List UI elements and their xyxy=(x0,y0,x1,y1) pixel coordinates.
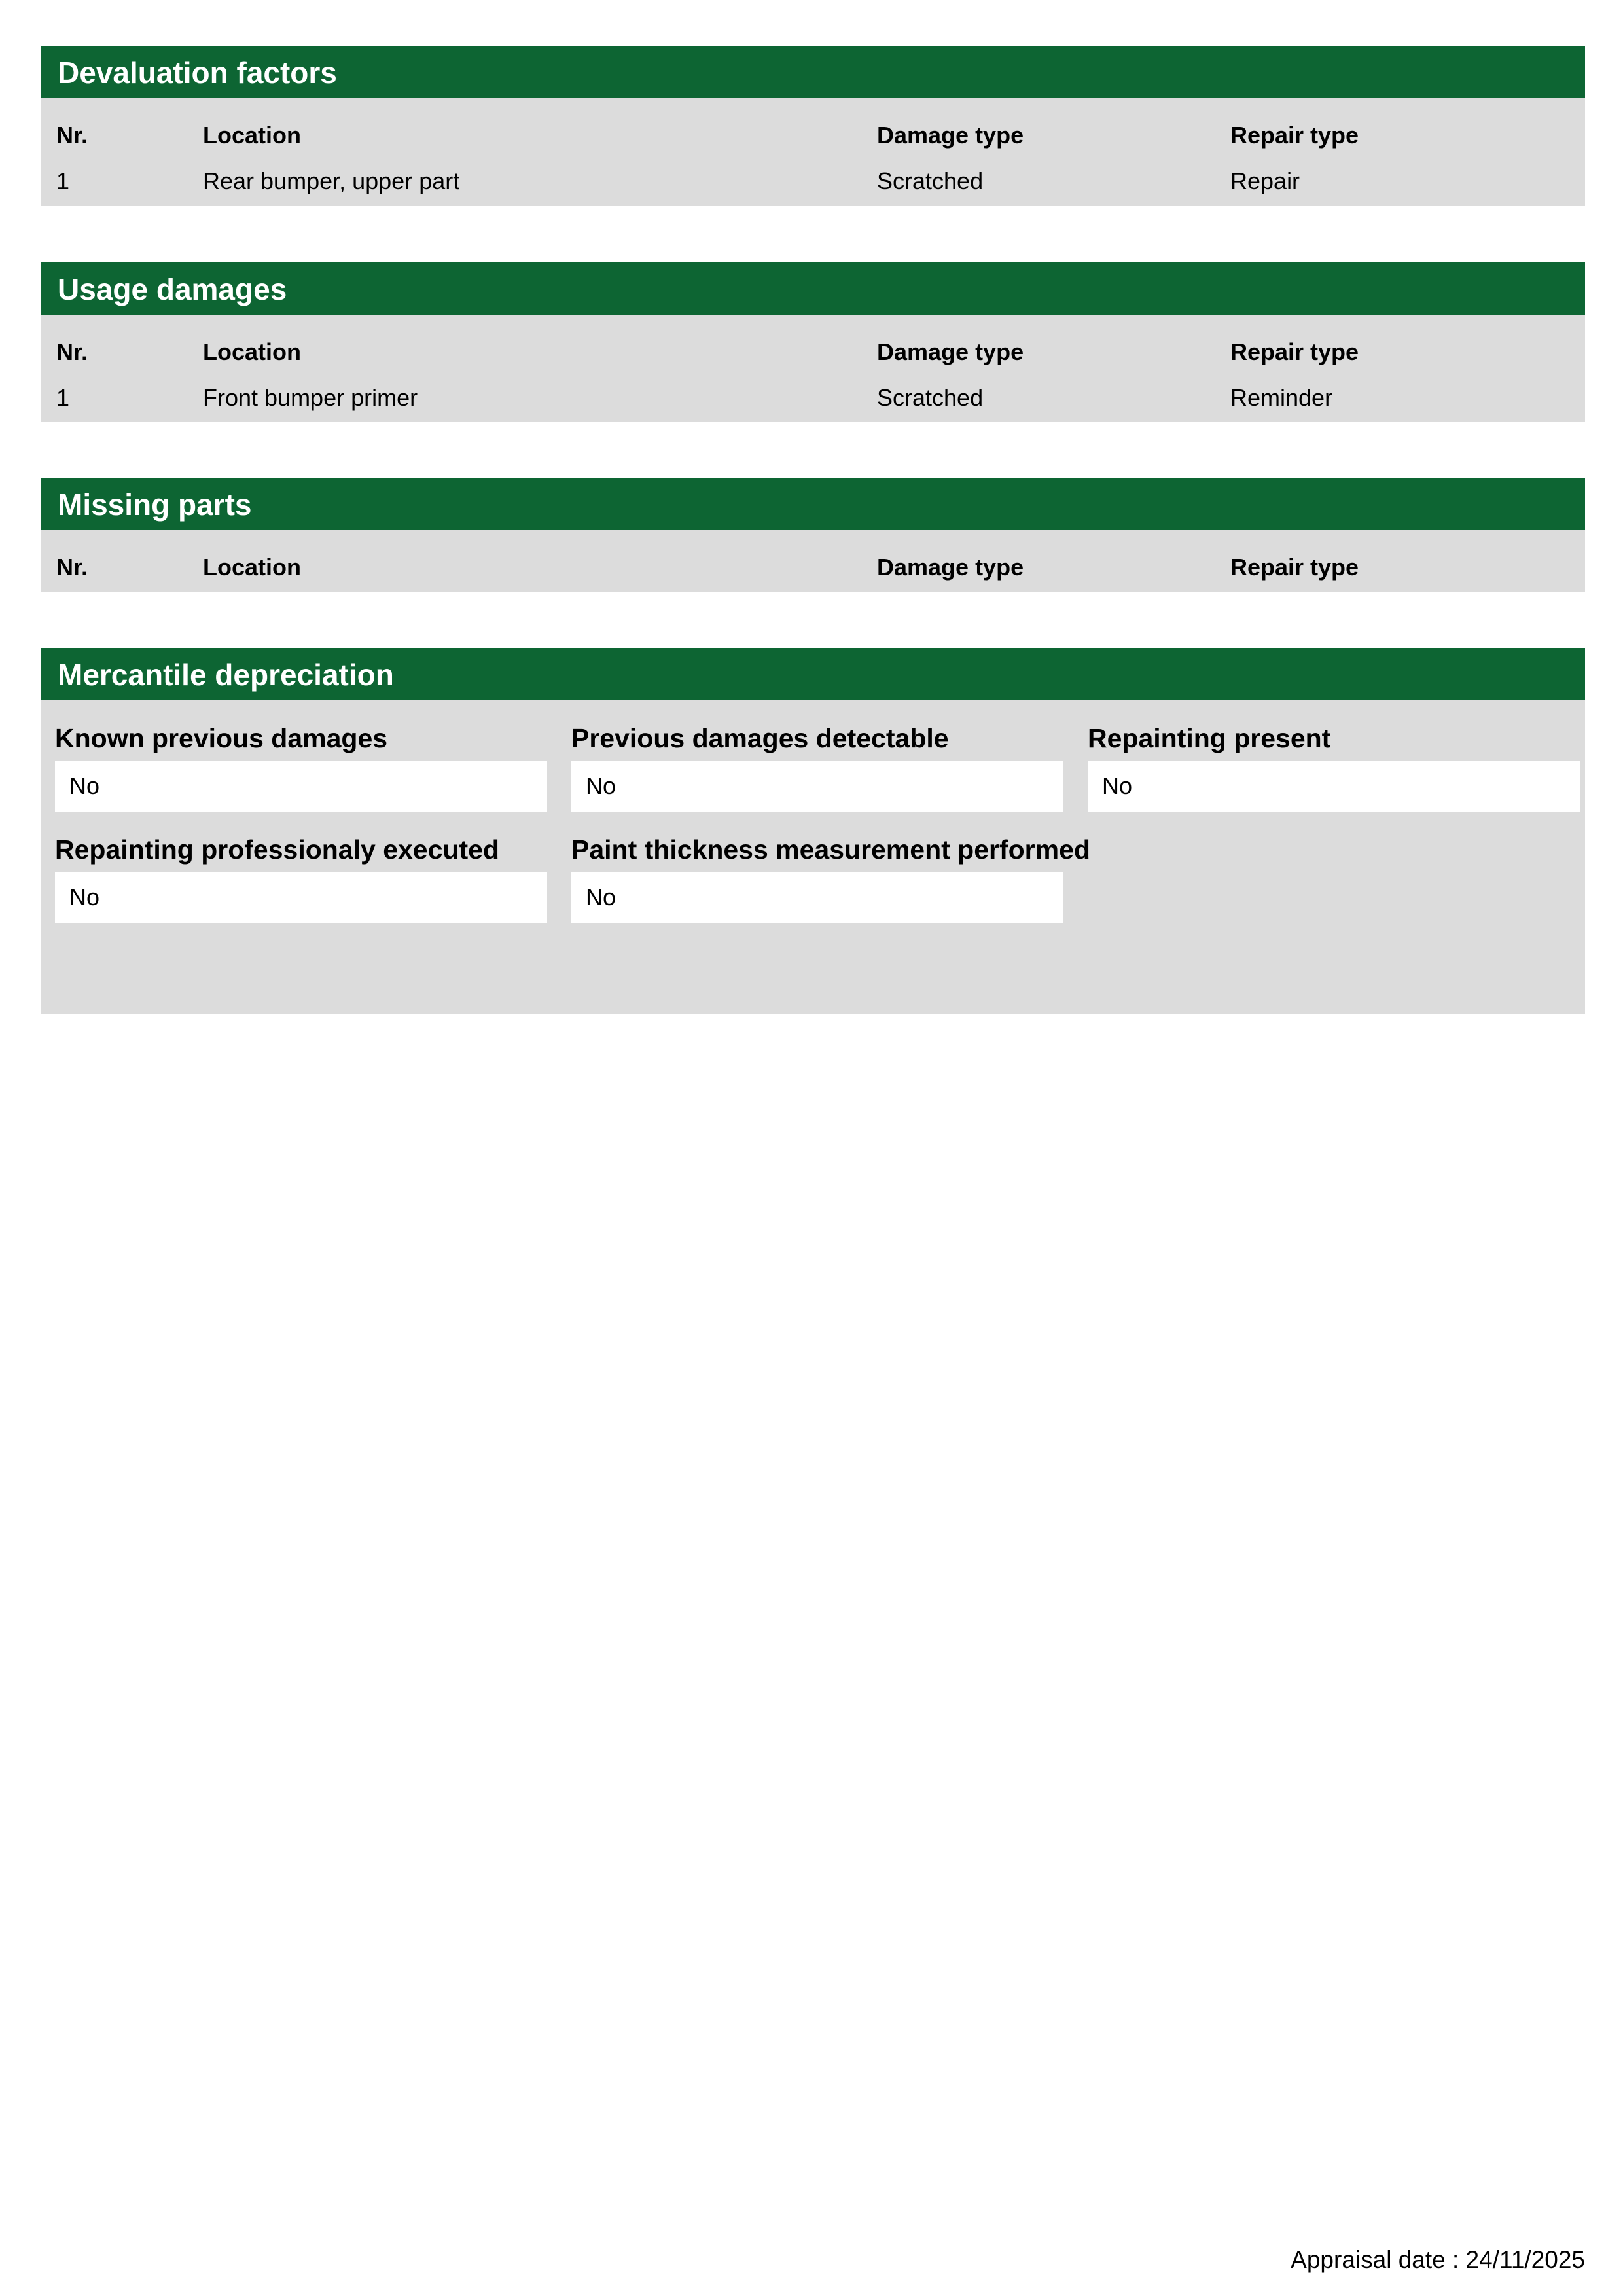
cell-location: Front bumper primer xyxy=(203,384,418,411)
field-value-box: No xyxy=(571,872,1063,923)
devaluation-factors-table xyxy=(41,98,1585,206)
column-header-nr: Nr. xyxy=(56,554,88,581)
column-header-repair-type: Repair type xyxy=(1230,122,1359,149)
table-header-row xyxy=(41,329,1585,375)
section-missing-parts xyxy=(41,478,1585,592)
field-label: Repainting professionaly executed xyxy=(55,834,499,865)
cell-nr: 1 xyxy=(56,384,70,411)
cell-location: Rear bumper, upper part xyxy=(203,168,460,194)
fields-row-2 xyxy=(55,834,1585,923)
section-title: Mercantile depreciation xyxy=(58,658,394,692)
section-title: Missing parts xyxy=(58,488,252,522)
column-header-location: Location xyxy=(203,122,301,149)
field-repainting-present xyxy=(1088,723,1580,812)
missing-parts-table xyxy=(41,530,1585,592)
section-header-missing-parts xyxy=(41,478,1585,530)
field-repainting-professionaly-executed xyxy=(55,834,547,923)
field-label: Known previous damages xyxy=(55,723,388,753)
column-header-damage-type: Damage type xyxy=(877,122,1024,149)
appraisal-date-text: Appraisal date : 24/11/2025 xyxy=(1291,2246,1585,2273)
table-header-row xyxy=(41,545,1585,590)
section-devaluation-factors xyxy=(41,46,1585,206)
field-value-box: No xyxy=(55,872,547,923)
section-title: Usage damages xyxy=(58,272,287,306)
cell-damage-type: Scratched xyxy=(877,168,984,194)
usage-damages-table xyxy=(41,315,1585,422)
table-row xyxy=(41,375,1585,421)
field-previous-damages-detectable xyxy=(571,723,1063,812)
section-header-usage-damages xyxy=(41,262,1585,315)
column-header-location: Location xyxy=(203,338,301,365)
section-header-mercantile-depreciation xyxy=(41,648,1585,700)
field-value-box: No xyxy=(1088,761,1580,812)
section-title: Devaluation factors xyxy=(58,56,337,90)
mercantile-depreciation-panel xyxy=(41,700,1585,1014)
field-value-box: No xyxy=(571,761,1063,812)
field-label: Repainting present xyxy=(1088,723,1331,753)
section-mercantile-depreciation xyxy=(41,648,1585,1014)
section-header-devaluation-factors xyxy=(41,46,1585,98)
fields-row-1 xyxy=(55,723,1585,812)
column-header-location: Location xyxy=(203,554,301,581)
cell-repair-type: Reminder xyxy=(1230,384,1333,411)
column-header-damage-type: Damage type xyxy=(877,338,1024,365)
cell-repair-type: Repair xyxy=(1230,168,1300,194)
field-label: Previous damages detectable xyxy=(571,723,949,753)
cell-nr: 1 xyxy=(56,168,70,194)
section-usage-damages xyxy=(41,262,1585,422)
column-header-repair-type: Repair type xyxy=(1230,554,1359,581)
column-header-damage-type: Damage type xyxy=(877,554,1024,581)
field-value-box: No xyxy=(55,761,547,812)
field-paint-thickness-measurement-performed xyxy=(571,834,1090,923)
field-label: Paint thickness measurement performed xyxy=(571,834,1090,865)
column-header-nr: Nr. xyxy=(56,338,88,365)
table-header-row xyxy=(41,113,1585,158)
table-row xyxy=(41,158,1585,204)
column-header-repair-type: Repair type xyxy=(1230,338,1359,365)
field-known-previous-damages xyxy=(55,723,547,812)
column-header-nr: Nr. xyxy=(56,122,88,149)
cell-damage-type: Scratched xyxy=(877,384,984,411)
